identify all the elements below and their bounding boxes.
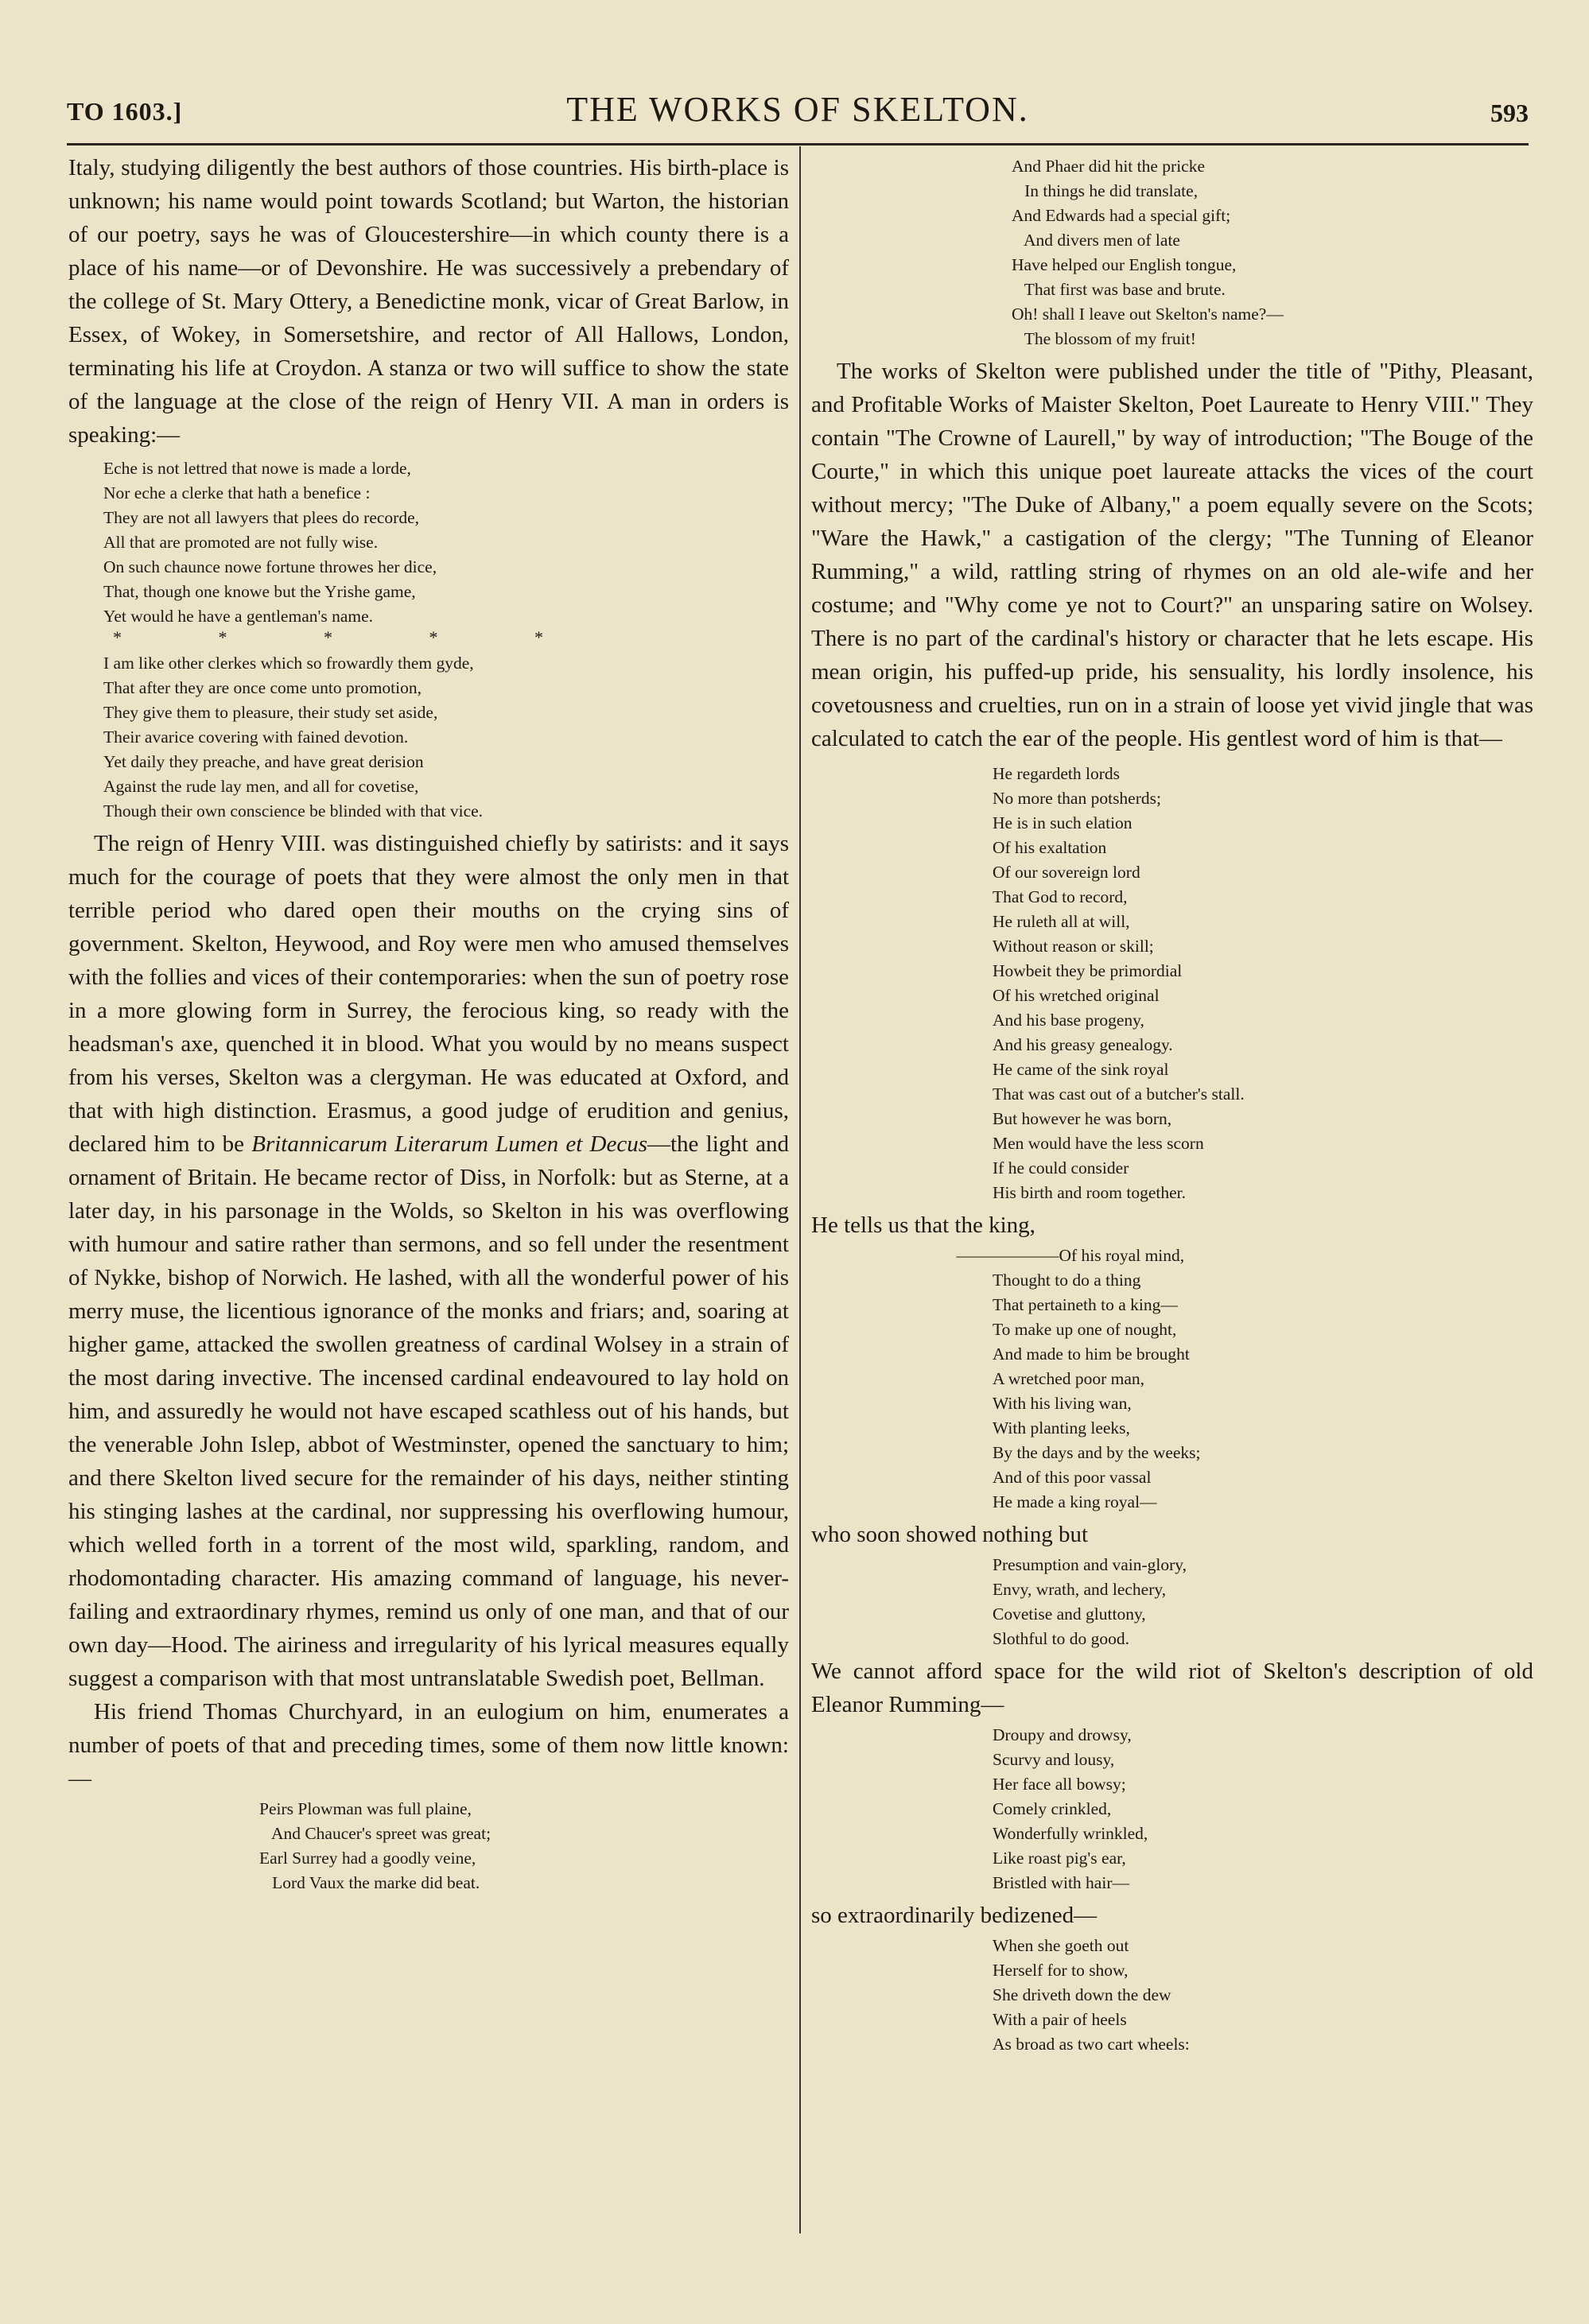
verse-line: That, though one knowe but the Yrishe game, xyxy=(103,582,416,601)
verse-line: Men would have the less scorn xyxy=(993,1134,1204,1153)
verse-line: And made to him be brought xyxy=(993,1344,1190,1364)
verse-line: He regardeth lords xyxy=(993,764,1120,783)
verse-line: All that are promoted are not fully wise. xyxy=(103,533,379,552)
verse-line: I am like other clerkes which so frowardly them gyde, xyxy=(103,654,474,673)
verse-line: Without reason or skill; xyxy=(993,937,1154,956)
paragraph xyxy=(68,827,789,1695)
verse-line: On such chaunce nowe fortune throwes her dice, xyxy=(103,557,437,576)
verse-block xyxy=(811,1934,1533,2057)
verse-block xyxy=(68,1797,789,1895)
verse-line: The blossom of my fruit! xyxy=(1012,329,1196,348)
verse-line: With his living wan, xyxy=(993,1394,1132,1413)
verse-line: With planting leeks, xyxy=(993,1418,1130,1437)
header-title: THE WORKS OF SKELTON. xyxy=(566,90,1029,129)
verse-line: And his greasy genealogy. xyxy=(993,1035,1173,1054)
verse-line: They give them to pleasure, their study set aside, xyxy=(103,703,438,722)
verse-line: He ruleth all at will, xyxy=(993,912,1130,931)
verse-line: And his base progeny, xyxy=(993,1011,1144,1030)
verse-line: Scurvy and lousy, xyxy=(993,1750,1115,1769)
verse-line: Of his wretched original xyxy=(993,986,1160,1005)
verse-line: To make up one of nought, xyxy=(993,1320,1177,1339)
paragraph: He tells us that the king, xyxy=(811,1212,1035,1238)
header-rule xyxy=(67,143,1529,145)
verse-line: Comely crinkled, xyxy=(993,1799,1112,1818)
verse-line: And of this poor vassal xyxy=(993,1468,1152,1487)
verse-block xyxy=(811,1723,1533,1895)
verse-line: Though their own conscience be blinded with that vice. xyxy=(103,801,484,821)
page-number: 593 xyxy=(1490,99,1529,127)
verse-line: She driveth down the dew xyxy=(993,1985,1171,2004)
verse-line: Envy, wrath, and lechery, xyxy=(993,1580,1167,1599)
verse-line: Their avarice covering with fained devotion. xyxy=(103,727,409,747)
verse-line: That pertaineth to a king— xyxy=(993,1295,1178,1314)
verse-line: Covetise and gluttony, xyxy=(993,1604,1146,1624)
verse-line: As broad as two cart wheels: xyxy=(993,2035,1190,2054)
verse-line: Yet would he have a gentleman's name. xyxy=(103,607,374,626)
verse-line: He made a king royal— xyxy=(993,1492,1157,1511)
verse-line: A wretched poor man, xyxy=(993,1369,1145,1388)
verse-line: That was cast out of a butcher's stall. xyxy=(993,1084,1245,1104)
paragraph: His friend Thomas Churchyard, in an eulogium on him, enumerates a number of poets of that and preceding times, some of them now little known:— xyxy=(68,1699,789,1791)
verse-block xyxy=(811,1553,1533,1651)
verse-block xyxy=(811,762,1533,1205)
paragraph-text: The reign of Henry VIII. was distinguished chiefly by satirists: and it says much for the courage of poets that they were almost the only men in that terrible period who dared open their mouths on the crying sins of government. Skelton, Heywood, and Roy were men who amused themselves with the follies and vices of their contemporaries: when the sun of poetry rose in a more glowing form in Surrey, the ferocious king, so ready with the headsman's axe, quenched it in blood. What you would by no means suspect from his verses, Skelton was a clergyman. He was educated at Oxford, and that with high distinction. Erasmus, a good judge of erudition and genius, declared him to be xyxy=(68,831,789,1157)
paragraph: Italy, studying diligently the best authors of those countries. His birth-place is unknown; his name would point towards Scotland; but Warton, the historian of our poetry, says he was of Gloucestershire—in which county there is a place of his name—or of Devonshire. He was successively a prebendary of the college of St. Mary Ottery, a Benedictine monk, vicar of Great Barlow, in Essex, of Wokey, in Somersetshire, and rector of All Hallows, London, terminating his life at Croydon. A stanza or two will suffice to show the state of the language at the close of the reign of Henry VII. A man in orders is speaking:— xyxy=(68,155,789,448)
verse-line: They are not all lawyers that plees do recorde, xyxy=(103,508,419,527)
running-header xyxy=(67,89,1529,145)
left-column xyxy=(68,151,789,1899)
verse-line: Thought to do a thing xyxy=(993,1271,1141,1290)
right-column xyxy=(811,151,1533,2060)
verse-block xyxy=(68,456,789,824)
verse-line: Against the rude lay men, and all for covetise, xyxy=(103,777,419,796)
verse-line: Eche is not lettred that nowe is made a lorde, xyxy=(103,459,411,478)
verse-line: Oh! shall I leave out Skelton's name?— xyxy=(1012,305,1284,324)
verse-line: Herself for to show, xyxy=(993,1961,1129,1980)
verse-line: ——————Of his royal mind, xyxy=(905,1246,1185,1265)
verse-line: Of our sovereign lord xyxy=(993,863,1140,882)
verse-line: Yet daily they preache, and have great derision xyxy=(103,752,424,771)
verse-line: Howbeit they be primordial xyxy=(993,961,1183,980)
verse-line: By the days and by the weeks; xyxy=(993,1443,1201,1462)
verse-line: Of his exaltation xyxy=(993,838,1107,857)
verse-line: And divers men of late xyxy=(1012,231,1180,250)
header-date-range: TO 1603.] xyxy=(67,97,183,126)
verse-line: That first was base and brute. xyxy=(1012,280,1226,299)
paragraph: who soon showed nothing but xyxy=(811,1522,1088,1547)
paragraph: We cannot afford space for the wild riot of Skelton's description of old Eleanor Rumming— xyxy=(811,1659,1533,1717)
verse-block xyxy=(811,1243,1533,1515)
verse-line: And Chaucer's spreet was great; xyxy=(259,1824,491,1843)
verse-line: Droupy and drowsy, xyxy=(993,1725,1132,1744)
verse-line: When she goeth out xyxy=(993,1936,1129,1955)
verse-line: Earl Surrey had a goodly veine, xyxy=(259,1849,476,1868)
verse-line: Her face all bowsy; xyxy=(993,1775,1126,1794)
verse-line: Lord Vaux the marke did beat. xyxy=(259,1873,480,1892)
verse-line: Peirs Plowman was full plaine, xyxy=(259,1799,472,1818)
verse-line: If he could consider xyxy=(993,1158,1129,1178)
paragraph-text: —the light and ornament of Britain. He became rector of Diss, in Norfolk: but as Sterne, at a later day, in his parsonage in the Wolds, so Skelton in his was overflowing with humour and satire rather than sermons, and so fell under the resentment of Nykke, bishop of Norwich. He lashed, with all the wonderful power of his merry muse, the licentious ignorance of the monks and friars; and, soaring at higher game, attacked the swollen greatness of cardinal Wolsey in a strain of the most daring invective. The incensed cardinal endeavoured to lay hold on him, and assuredly he would not have escaped scathless out of his hands, but the venerable John Islep, abbot of Westminster, opened the sanctuary to him; and there Skelton lived secure for the remainder of his days, neither stinting his stinging lashes at the cardinal, nor suppressing his overflowing humour, which welled forth in a torrent of the most wild, sparkling, random, and rhodomontading character. His amazing command of language, his never-failing and extraordinary rhymes, remind us only of one man, and that of our own day—Hood. The airiness and irregularity of his lyrical measures equally suggest a comparison with that most untranslatable Swedish poet, Bellman. xyxy=(68,1131,789,1691)
verse-line: His birth and room together. xyxy=(993,1183,1187,1202)
paragraph: The works of Skelton were published under the title of "Pithy, Pleasant, and Profitable Works of Maister Skelton, Poet Laureate to Henry VIII." They contain "The Crowne of Laurell," by way of introduction; "The Bouge of the Courte," in which this unique poet laureate attacks the vices of the court without mercy; "The Duke of Albany," a poem equally severe on the Scots; "Ware the Hawk," a castigation of the clergy; "The Tunning of Eleanor Rumming," a wild, rattling string of rhymes on an old ale-wife and her costume; and "Why come ye not to Court?" an unsparing satire on Wolsey. There is no part of the cardinal's history or character that he lets escape. His mean origin, his puffed-up pride, his sensuality, his lordly insolence, his covetousness and cruelties, run on in a strain of loose yet vivid jingle that was calculated to catch the ear of the people. His gentlest word of him is that— xyxy=(811,359,1533,751)
verse-line: Have helped our English tongue, xyxy=(1012,255,1237,274)
verse-line: In things he did translate, xyxy=(1012,181,1199,200)
verse-line: Slothful to do good. xyxy=(993,1629,1130,1648)
verse-line: But however he was born, xyxy=(993,1109,1172,1128)
verse-line: No more than potsherds; xyxy=(993,789,1161,808)
column-divider xyxy=(799,146,801,2233)
verse-line: That after they are once come unto promotion, xyxy=(103,678,422,697)
verse-line: Presumption and vain-glory, xyxy=(993,1555,1187,1574)
verse-line: Like roast pig's ear, xyxy=(993,1849,1126,1868)
verse-line: And Phaer did hit the pricke xyxy=(1012,157,1206,176)
verse-line: Bristled with hair— xyxy=(993,1873,1129,1892)
verse-line: Wonderfully wrinkled, xyxy=(993,1824,1148,1843)
verse-line: He is in such elation xyxy=(993,813,1133,832)
verse-line: That God to record, xyxy=(993,887,1128,906)
verse-line: He came of the sink royal xyxy=(993,1060,1169,1079)
verse-line: And Edwards had a special gift; xyxy=(1012,206,1231,225)
section-stars: * * * * * xyxy=(113,627,589,647)
verse-block xyxy=(811,154,1533,351)
verse-line: With a pair of heels xyxy=(993,2010,1127,2029)
paragraph: so extraordinarily bedizened— xyxy=(811,1903,1098,1928)
latin-phrase: Britannicarum Literarum Lumen et Decus xyxy=(251,1131,647,1157)
verse-line: Nor eche a clerke that hath a benefice : xyxy=(103,483,371,502)
